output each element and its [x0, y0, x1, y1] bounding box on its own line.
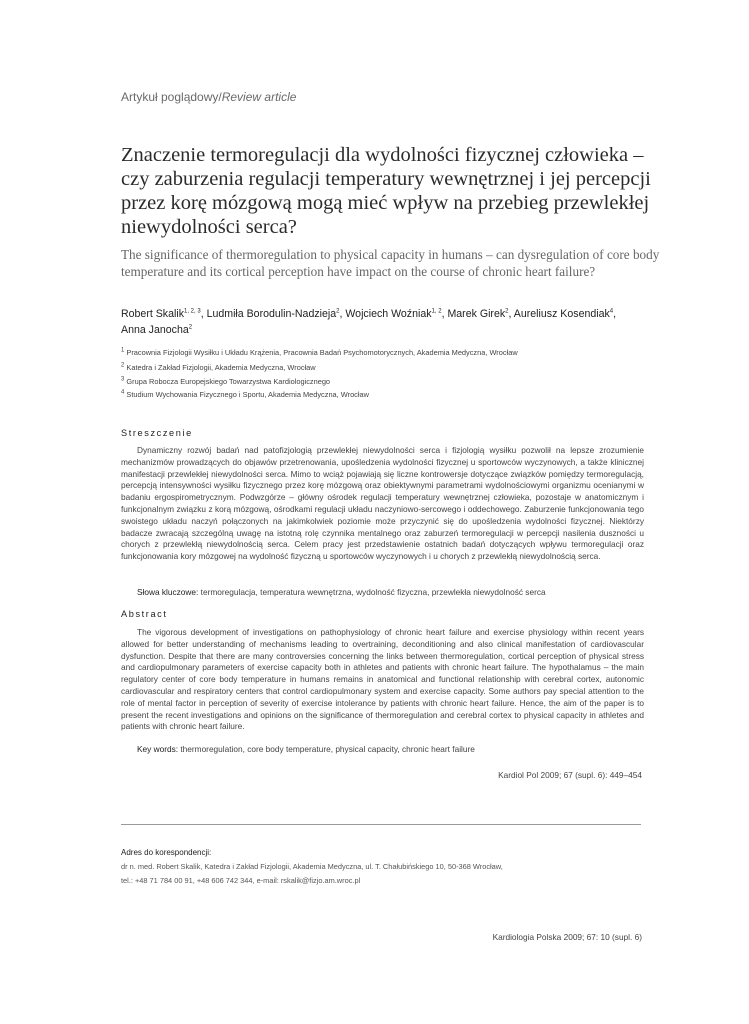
- author-separator: ,: [441, 308, 448, 320]
- author-name: Anna Janocha: [121, 324, 189, 336]
- affiliation-text: Studium Wychowania Fizycznego i Sportu, Akademia Medyczna, Wrocław: [126, 390, 369, 399]
- author: [207, 308, 346, 320]
- streszczenie-heading: Streszczenie: [121, 428, 193, 438]
- affiliation-item: [121, 363, 641, 372]
- keywords-pl-label: Słowa kluczowe:: [137, 587, 199, 597]
- keywords-pl: [137, 587, 642, 597]
- journal-citation: Kardiol Pol 2009; 67 (supl. 6): 449–454: [498, 770, 642, 780]
- article-title-pl: Znaczenie termoregulacji dla wydolności fizycznej człowieka – czy zaburzenia regulacji temperatury wewnętrznej i jej percepcji przez korę mózgową mogą mieć wpływ na przebieg przewlekłej niewydolności serca?: [121, 144, 651, 238]
- keywords-pl-text: termoregulacja, temperatura wewnętrzna, wydolność fizyczna, przewlekła niewydolność serca: [200, 587, 546, 597]
- author-affiliation-ref: 1, 2: [431, 308, 442, 315]
- author-name: Ludmiła Borodulin-Nadzieja: [206, 308, 337, 320]
- affiliation-number: 1: [121, 347, 125, 354]
- author-affiliation-ref: 4: [609, 308, 614, 315]
- author-separator: ,: [613, 308, 617, 320]
- affiliation-item: [121, 348, 641, 357]
- affiliation-number: 2: [121, 362, 125, 369]
- affiliation-text: Grupa Robocza Europejskiego Towarzystwa Kardiologicznego: [126, 377, 331, 386]
- streszczenie-text: Dynamiczny rozwój badań nad patofizjologią przewlekłej niewydolności serca i fizjologią wysiłku pozwolił na lepsze zrozumienie mechanizmów prowadzących do objawów przetrenowania, upośledzenia wydolności fizycznej u sportowców wyczynowych, a także klinicznej manifestacji przewlekłej niewydolności serca. Mimo to wciąż pojawiają się liczne kontrowersje dotyczące związków pomiędzy termoregulacją, percepcją intensywności wysiłku fizycznego przez korę mózgową oraz obiektywnymi parametrami wydolnościowymi organizmu ocenianymi w badaniu ergospirometrycznym. Podwzgórze – główny ośrodek regulacji temperatury wewnętrznej człowieka, pozostaje w anatomicznym i funkcjonalnym związku z korą mózgową, ośrodkami regulacji układu naczyniowo-sercowego i oddechowego. Zaburzenie funkcjonowania tego swoistego układu naczyń połączonych na jakimkolwiek poziomie może przyczynić się do upośledzenia wydolności fizycznej. Niektórzy badacze zwracają szczególną uwagę na istotną rolę czynnika mentalnego oraz zaburzeń termoregulacji w percepcji nasilenia duszności u chorych z przewlekłą niewydolnością serca. Celem pracy jest przedstawienie ostatnich badań dotyczących wpływu termoregulacji oraz funkcjonowania kory mózgowej na wydolność fizyczną u sportowców wyczynowych i u chorych z przewlekłą niewydolnością serca.: [121, 445, 644, 562]
- article-type-en: Review article: [221, 90, 297, 104]
- keywords-en: [137, 744, 642, 754]
- author-affiliation-ref: 1, 2, 3: [184, 308, 201, 315]
- author: [514, 308, 616, 320]
- correspondence-contact: tel.: +48 71 784 00 91, +48 606 742 344, e-mail: rskalik@fizjo.am.wroc.pl: [121, 876, 361, 885]
- affiliation-text: Pracownia Fizjologii Wysiłku i Układu Krążenia, Pracownia Badań Psychomotorycznych, Akademia Medyczna, Wrocław: [126, 348, 518, 357]
- author-name: Aureliusz Kosendiak: [513, 308, 610, 320]
- divider-line: [121, 824, 641, 825]
- author-name: Wojciech Woźniak: [345, 308, 432, 320]
- author-affiliation-ref: 2: [336, 308, 340, 315]
- article-title-en: The significance of thermoregulation to physical capacity in humans – can dysregulation of core body temperature and its cortical perception have impact on the course of chronic heart failure?: [121, 247, 660, 279]
- article-type-label: [121, 90, 296, 104]
- page-footer: Kardiologia Polska 2009; 67: 10 (supl. 6): [492, 932, 642, 942]
- keywords-en-label: Key words:: [137, 744, 179, 754]
- author: [447, 308, 513, 320]
- author-separator: ,: [508, 308, 514, 320]
- affiliation-number: 4: [121, 389, 125, 396]
- correspondence-address: dr n. med. Robert Skalik, Katedra i Zakład Fizjologii, Akademia Medyczna, ul. T. Chałubińskiego 10, 50-368 Wrocław,: [121, 862, 503, 871]
- author-affiliation-ref: 2: [188, 324, 193, 331]
- author-affiliation-ref: 2: [505, 308, 509, 315]
- abstract-text: The vigorous development of investigations on pathophysiology of chronic heart failure and exercise physiology within recent years allowed for better understanding of mechanisms leading to overtraining, deconditioning and also clinical manifestation of cardiovascular dysfunction. Despite that there are many controversies concerning the links between thermoregulation, cortical perception of physical stress and cardiopulmonary parameters of exercise capacity both in athletes and patients with chronic heart failure. The hypothalamus – the main regulatory center of core body temperature in humans remains in anatomical and functional relationship with cerebral cortex, autonomic cardiovascular and respiratory centers that control cardiopulmonary system and exercise capacity. Some authors pay special attention to the role of mental factor in perception of severity of exercise intolerance by patients with chronic heart failure. Hence, the aim of the paper is to present the recent investigations and opinions on the significance of thermoregulation and cerebral cortex to physical capacity in athletes and patients with chronic heart failure.: [121, 627, 644, 732]
- keywords-en-text: thermoregulation, core body temperature, physical capacity, chronic heart failure: [180, 744, 475, 754]
- affiliation-item: [121, 377, 641, 386]
- abstract-heading: Abstract: [121, 609, 168, 619]
- author-name: Marek Girek: [447, 308, 506, 320]
- article-type-pl: Artykuł poglądowy/: [121, 90, 222, 104]
- author-name: Robert Skalik: [121, 308, 184, 320]
- author: [121, 308, 207, 320]
- affiliation-number: 3: [121, 376, 125, 383]
- affiliation-item: [121, 390, 641, 399]
- author-list: [121, 306, 641, 338]
- affiliation-text: Katedra i Zakład Fizjologii, Akademia Medyczna, Wrocław: [126, 363, 316, 372]
- author: [121, 324, 192, 336]
- author-separator: ,: [200, 308, 207, 320]
- author-separator: ,: [339, 308, 346, 320]
- author: [345, 308, 447, 320]
- correspondence-label: Adres do korespondencji:: [121, 848, 212, 857]
